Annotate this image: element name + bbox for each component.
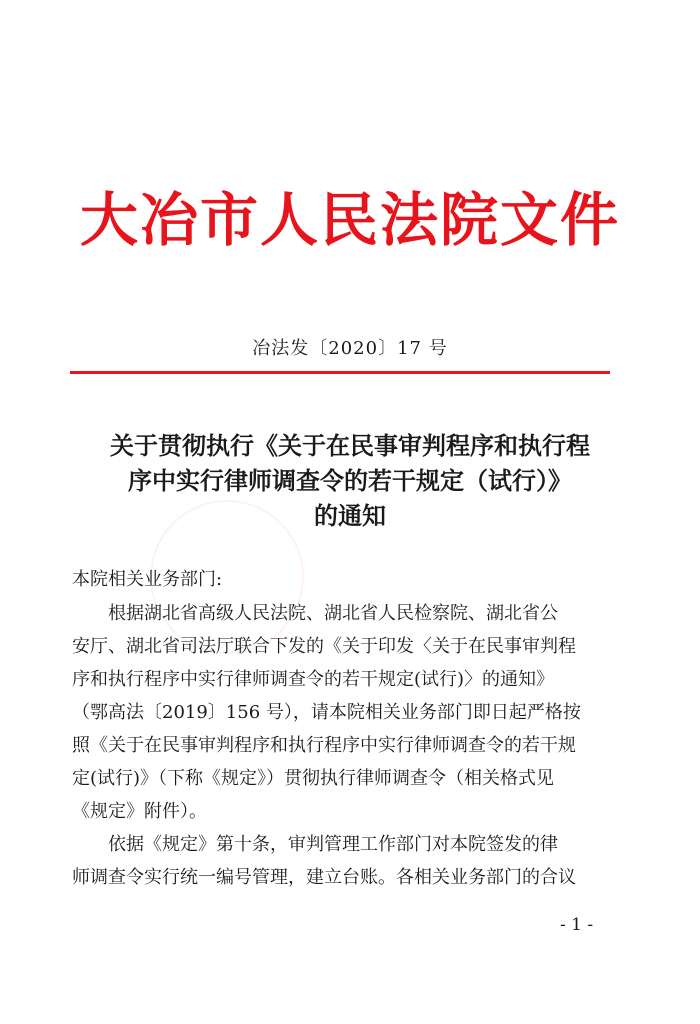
notice-title-line: 序中实行律师调查令的若干规定（试行）》	[128, 466, 572, 495]
body-line: 序和执行程序中实行律师调查令的若干规定(试行)〉的通知》	[72, 669, 555, 690]
body-line: 师调查令实行统一编号管理，建立台账。各相关业务部门的合议	[72, 867, 576, 888]
body-line: 依据《规定》第十条，审判管理工作部门对本院签发的律	[108, 834, 558, 855]
body-line: 安厅、湖北省司法厅联合下发的《关于印发〈关于在民事审判程	[72, 636, 576, 657]
document-header-title: 大冶市人民法院文件	[79, 186, 620, 254]
body-line: 根据湖北省高级人民法院、湖北省人民检察院、湖北省公	[108, 603, 558, 624]
body-line: 《规定》附件）。	[72, 801, 207, 822]
page-number: - 1 -	[560, 915, 594, 935]
document-number: 冶法发〔2020〕17 号	[252, 338, 448, 359]
body-line: （鄂高法〔2019〕156 号），请本院相关业务部门即日起严格按	[72, 702, 581, 723]
notice-title-line: 关于贯彻执行《关于在民事审判程序和执行程	[110, 431, 590, 460]
red-divider-line	[70, 371, 610, 374]
body-line: 照《关于在民事审判程序和执行程序中实行律师调查令的若干规	[72, 735, 576, 756]
notice-title	[60, 428, 640, 533]
body-line: 定(试行)》（下称《规定》）贯彻执行律师调查令（相关格式见	[72, 768, 555, 789]
salutation: 本院相关业务部门:	[72, 569, 223, 590]
notice-title-line: 的通知	[314, 501, 386, 530]
